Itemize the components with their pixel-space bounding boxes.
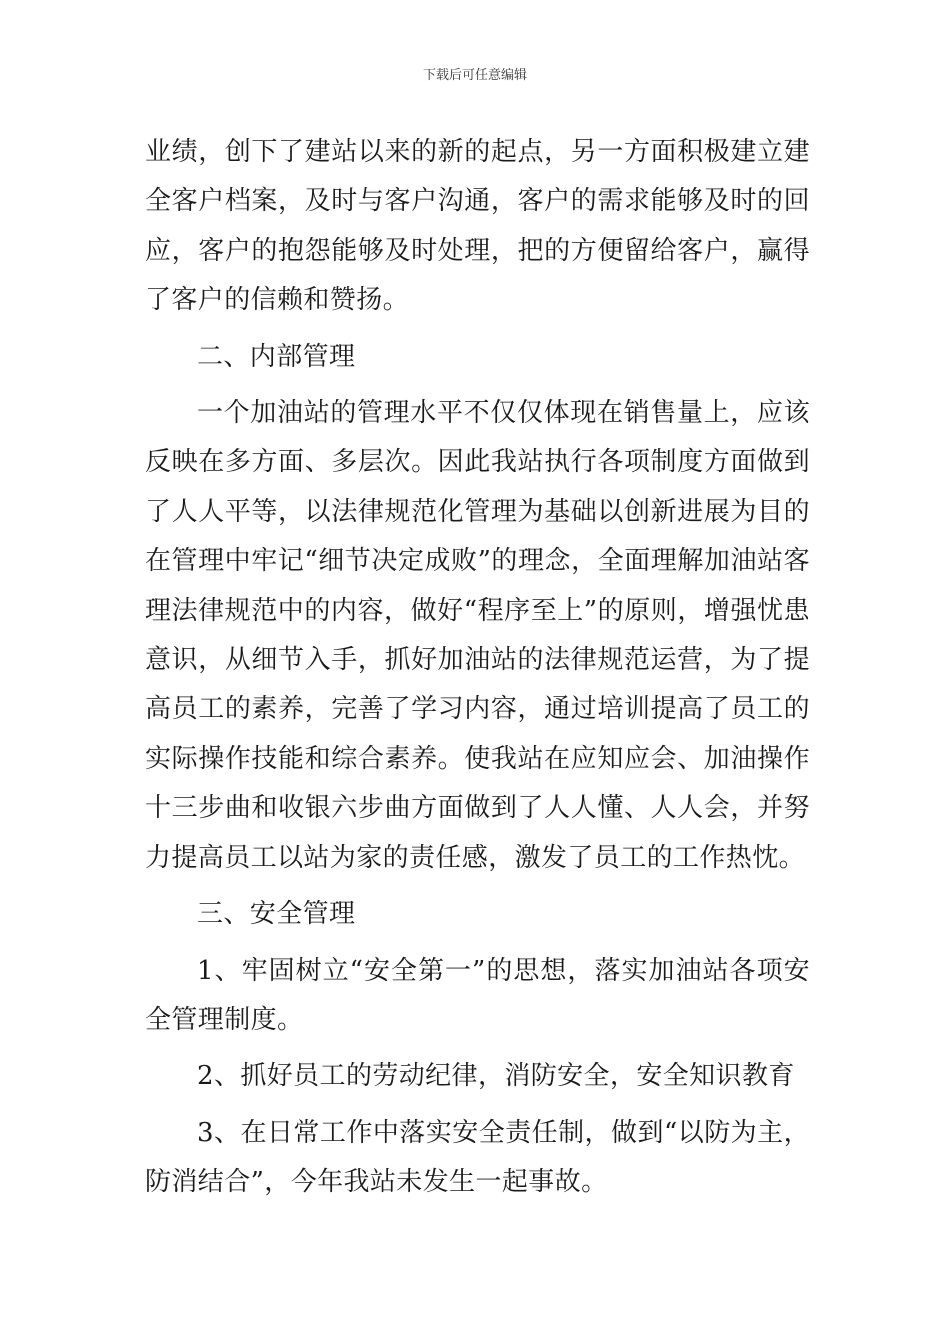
list-item-safety-1: 1、牢固树立“安全第一”的思想，落实加油站各项安全管理制度。 — [145, 955, 810, 1035]
section-heading-internal-management: 二、内部管理 — [197, 341, 356, 372]
page-header-note: 下载后可任意编辑 — [422, 68, 527, 83]
section-heading-safety-management: 三、安全管理 — [197, 899, 356, 930]
list-item-safety-3: 3、在日常工作中落实安全责任制，做到“以防为主，防消结合”，今年我站未发生一起事故。 — [145, 1117, 810, 1198]
paragraph-performance: 业绩，创下了建站以来的新的起点，另一方面积极建立建全客户档案，及时与客户沟通，客户的需求能够及时的回应，客户的抱怨能够及时处理，把的方便留给客户，赢得了客户的信赖和赞扬。 — [145, 137, 810, 316]
list-item-safety-2: 2、抓好员工的劳动纪律，消防安全，安全知识教育 — [197, 1061, 795, 1092]
document-body — [145, 128, 810, 1208]
paragraph-internal-management: 一个加油站的管理水平不仅仅体现在销售量上，应该反映在多方面、多层次。因此我站执行各项制度方面做到了人人平等，以法律规范化管理为基础以创新进展为目的在管理中牢记“细节决定成败”的理念，全面理解加油站客理法律规范中的内容，做好“程序至上”的原则，增强忧患意识，从细节入手，抓好加油站的法律规范运营，为了提高员工的素养，完善了学习内容，通过培训提高了员工的实际操作技能和综合素养。使我站在应知应会、加油操作十三步曲和收银六步曲方面做到了人人懂、人人会，并努力提高员工以站为家的责任感，激发了员工的工作热忱。 — [145, 398, 810, 873]
